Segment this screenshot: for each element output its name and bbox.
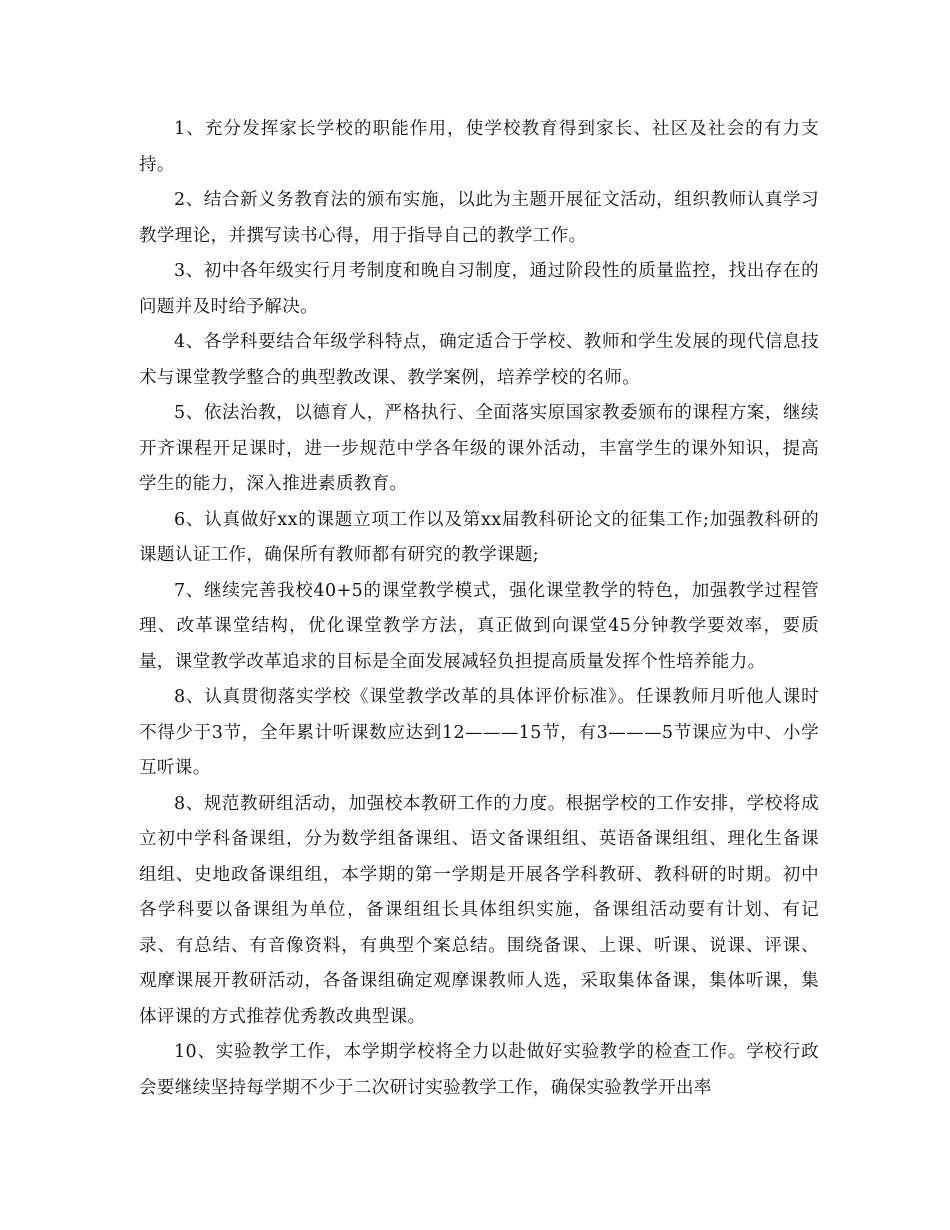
paragraph-7: 7、继续完善我校40+5的课堂教学模式，强化课堂教学的特色，加强教学过程管理、改革课堂结构，优化课堂教学方法，真正做到向课堂45分钟教学要效率，要质量，课堂教学改革追求的目标是全面发展减轻负担提高质量发挥个性培养能力。	[139, 580, 819, 672]
paragraph-1: 1、充分发挥家长学校的职能作用，使学校教育得到家长、社区及社会的有力支持。	[139, 119, 819, 175]
paragraph-2: 2、结合新义务教育法的颁布实施，以此为主题开展征文活动，组织教师认真学习教学理论，并撰写读书心得，用于指导自己的教学工作。	[139, 190, 819, 246]
paragraph-8b: 8、规范教研组活动，加强校本教研工作的力度。根据学校的工作安排，学校将成立初中学科备课组，分为数学组备课组、语文备课组组、英语备课组组、理化生备课组组、史地政备课组组，本学期的第一学期是开展各学科教研、教科研的时期。初中各学科要以备课组为单位，备课组组长具体组织实施，备课组活动要有计划、有记录、有总结、有音像资料，有典型个案总结。围绕备课、上课、听课、说课、评课、观摩课展开教研活动，各备课组确定观摩课教师人选，采取集体备课，集体听课，集体评课的方式推荐优秀教改典型课。	[139, 793, 819, 1027]
paragraph-3: 3、初中各年级实行月考制度和晚自习制度，通过阶段性的质量监控，找出存在的问题并及时给予解决。	[139, 261, 819, 317]
document-body	[139, 112, 819, 1106]
paragraph-4: 4、各学科要结合年级学科特点，确定适合于学校、教师和学生发展的现代信息技术与课堂教学整合的典型教改课、教学案例，培养学校的名师。	[139, 332, 819, 388]
paragraph-5: 5、依法治教，以德育人，严格执行、全面落实原国家教委颁布的课程方案，继续开齐课程开足课时，进一步规范中学各年级的课外活动，丰富学生的课外知识，提高学生的能力，深入推进素质教育。	[139, 403, 819, 494]
paragraph-6: 6、认真做好xx的课题立项工作以及第xx届教科研论文的征集工作;加强教科研的课题认证工作，确保所有教师都有研究的教学课题;	[139, 509, 819, 565]
paragraph-10: 10、实验教学工作，本学期学校将全力以赴做好实验教学的检查工作。学校行政会要继续坚持每学期不少于二次研讨实验教学工作，确保实验教学开出率	[139, 1042, 819, 1098]
paragraph-8a: 8、认真贯彻落实学校《课堂教学改革的具体评价标准》。任课教师月听他人课时不得少于3节，全年累计听课数应达到12———15节，有3———5节课应为中、小学互听课。	[139, 687, 819, 778]
